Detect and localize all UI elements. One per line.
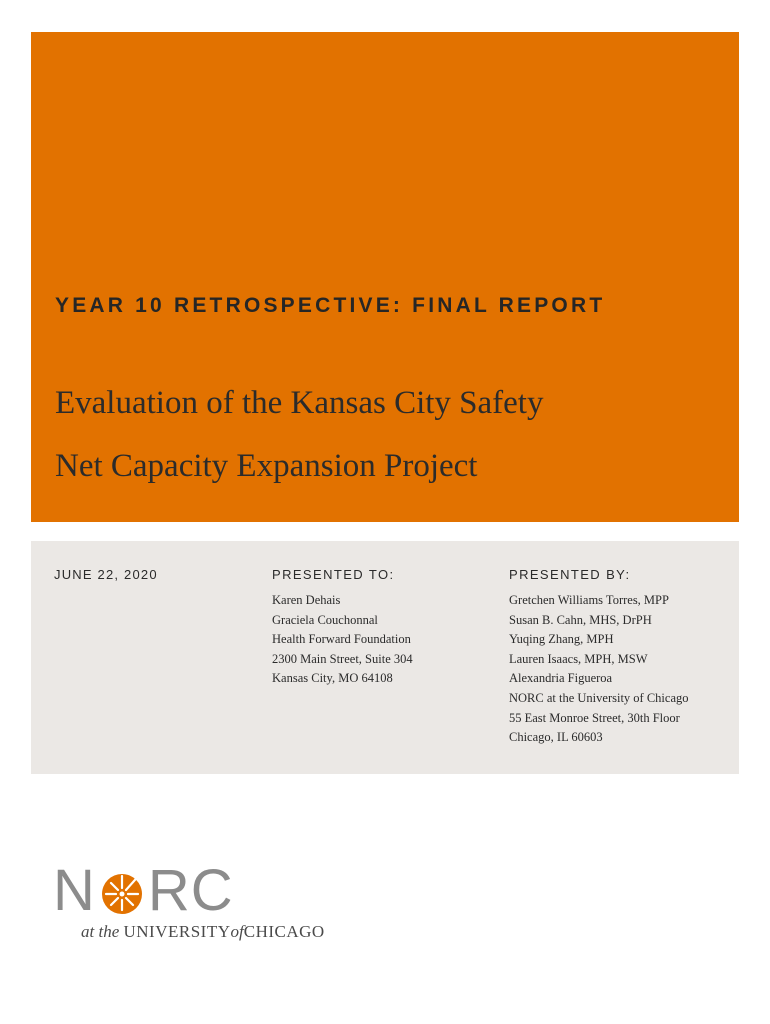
presented-by-column — [509, 567, 689, 748]
presented-by-line: Lauren Isaacs, MPH, MSW — [509, 651, 648, 666]
info-panel — [31, 541, 739, 774]
presented-to-line: 2300 Main Street, Suite 304 — [272, 651, 413, 666]
presented-by-line: 55 East Monroe Street, 30th Floor — [509, 710, 680, 725]
presented-by-line: Susan B. Cahn, MHS, DrPH — [509, 612, 652, 627]
logo-subline-pre: at the — [81, 922, 124, 941]
logo-subline-chicago: CHICAGO — [243, 922, 325, 941]
report-title-line-2: Net Capacity Expansion Project — [55, 448, 478, 484]
logo-wordmark — [53, 858, 234, 923]
logo-letter-r: R — [147, 858, 191, 923]
presented-to-line: Graciela Couchonnal — [272, 612, 378, 627]
logo-subline-university: UNIVERSITY — [123, 922, 231, 941]
logo-letter-c: C — [190, 858, 234, 923]
presented-to-heading: PRESENTED TO: — [272, 567, 395, 582]
presented-by-line: Yuqing Zhang, MPH — [509, 632, 614, 647]
report-kicker: YEAR 10 RETROSPECTIVE: FINAL REPORT — [55, 294, 606, 317]
presented-to-line: Kansas City, MO 64108 — [272, 671, 393, 686]
logo-letter-n: N — [53, 858, 96, 923]
presented-to-line: Health Forward Foundation — [272, 632, 411, 647]
presented-by-line: Gretchen Williams Torres, MPP — [509, 593, 669, 607]
presented-to-list — [272, 591, 413, 689]
presented-to-line: Karen Dehais — [272, 593, 341, 607]
presented-by-line: Alexandria Figueroa — [509, 671, 613, 686]
logo-sunburst-icon — [98, 866, 146, 916]
presented-by-line: Chicago, IL 60603 — [509, 730, 603, 745]
norc-logo — [53, 858, 363, 946]
logo-subline — [81, 922, 325, 942]
report-title-line-1: Evaluation of the Kansas City Safety — [55, 385, 544, 421]
presented-by-heading: PRESENTED BY: — [509, 567, 631, 582]
report-date: JUNE 22, 2020 — [54, 567, 158, 582]
presented-by-line: NORC at the University of Chicago — [509, 690, 689, 705]
cover-banner — [31, 32, 739, 522]
presented-to-column — [272, 567, 413, 689]
presented-by-list — [509, 591, 689, 748]
logo-subline-of: of — [230, 922, 244, 941]
report-title — [55, 372, 715, 498]
